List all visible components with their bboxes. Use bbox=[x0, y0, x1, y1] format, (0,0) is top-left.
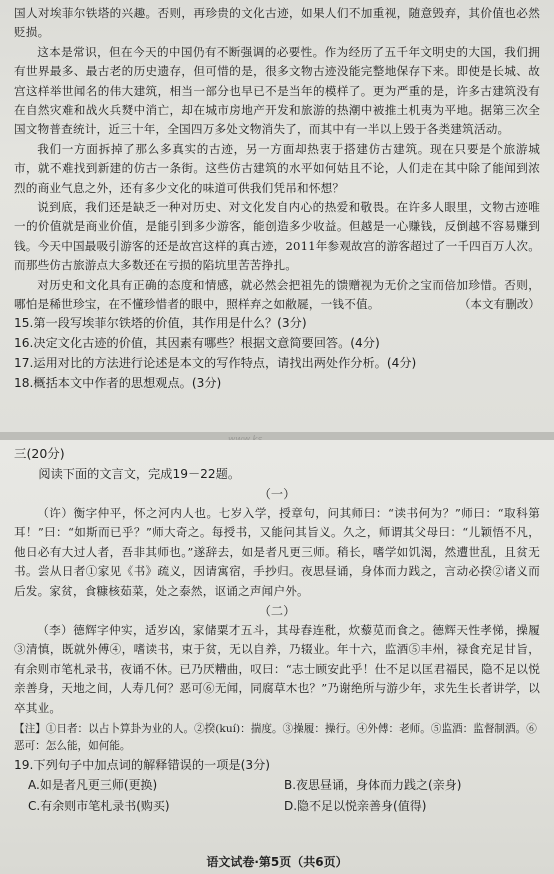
option-a: A.如是者凡更三师(更换) bbox=[28, 778, 158, 793]
page-divider bbox=[0, 432, 554, 440]
essay-paragraph-2: 这本是常识，但在今天的中国仍有不断强调的必要性。作为经历了五千年文明史的大国，我们拥有世界最多、最古老的历史遗存，但可惜的是，很多文物古迹没能完整地保存下来。即使是长城、故宫这样举世闻名的伟大建筑，相当一部分也早已不是当年的模样了。更为严重的是，许多古建筑没有在自然灾难和战火兵燹中消亡，却在城市房地产开发和旅游的热潮中被推土机夷为平地。据第三次全国文物普查统计，近三十年，全国四万多处文物消失了，而其中有一半以上毁于各类建筑活动。 bbox=[14, 44, 540, 137]
question-16: 16.决定文化古迹的价值，其因素有哪些？根据文意简要回答。(4分) bbox=[14, 335, 380, 350]
page-footer: 语文试卷·第5页（共6页） bbox=[206, 855, 348, 869]
section-title: 三(20分) bbox=[14, 446, 65, 461]
question-15: 15.第一段写埃菲尔铁塔的价值，其作用是什么？(3分) bbox=[14, 315, 307, 330]
essay-paragraph-3: 我们一方面拆掉了那么多真实的古迹，另一方面却热衷于搭建仿古建筑。现在只要是个旅游城市，就不难找到新建的仿古一条街。这些仿古建筑的水平如何姑且不论，人们走在其中除了能闻到浓烈的商业气息之外，还有多少文化的味道可供我们凭吊和怀想？ bbox=[14, 141, 540, 195]
classical-passage-two: （李）德辉字仲实，适岁凶，家储粟才五斗，其母舂连秕，炊藜苋而食之。德辉天性孝悌，操履③清慎，既就外傅④，嗜读书，束于贫，无以自养，乃辍业。年十六，监酒⑤丰州，禄食充足甘旨，有余则市笔札录书，夜诵不休。已乃厌糟曲，叹曰：“志士顾安此乎！仕不足以匡君福民，隐不足以悦亲善身，天地之间，人寿几何？恶可⑥无闻，同腐草木也？”乃谢绝所与游少年，求先生长者讲学，以卒其业。 bbox=[14, 623, 540, 715]
upper-exam-page bbox=[0, 0, 554, 432]
option-c: C.有余则市笔札录书(购买) bbox=[28, 799, 170, 814]
part-one-heading: （一） bbox=[258, 487, 296, 501]
classical-passage-one: （许）衡字仲平，怀之河内人也。七岁入学，授章句，问其师曰：“读书何为？”师曰：“取科第耳！”曰：“如斯而已乎？”师大奇之。每授书，又能问其旨义。久之，师谓其父母曰：“儿颖悟不凡，他日必有大过人者，吾非其师也。”遂辞去，如是者凡更三师。稍长，嗜学如饥渴，然遭世乱，且贫无书。尝从日者①家见《书》疏义，因请寓宿，手抄归。夜思昼诵，身体而力践之，言动必揆②诸义而后发。家贫，食糠核茹菜，处之泰然，讴诵之声闻户外。 bbox=[14, 506, 540, 598]
question-17: 17.运用对比的方法进行论述是本文的写作特点，请找出两处作分析。(4分) bbox=[14, 355, 417, 370]
essay-paragraph-5: 对历史和文化具有正确的态度和情感，就必然会把祖先的馈赠视为无价之宝而倍加珍惜。否则，哪怕是稀世珍宝，在不懂珍惜者的眼中，照样弃之如敝屣，一钱不值。 bbox=[14, 277, 540, 312]
option-d: D.隐不足以悦亲善身(值得) bbox=[284, 799, 427, 814]
lower-exam-page bbox=[0, 440, 554, 874]
section-instruction: 阅读下面的文言文，完成19－22题。 bbox=[38, 467, 241, 481]
answer-options bbox=[14, 775, 540, 817]
annotation-notes: 【注】①日者：以占卜算卦为业的人。②揆(kuí)：揣度。③操履：操行。④外傅：老师。⑤监酒：监督制酒。⑥恶可：怎么能，如何能。 bbox=[14, 723, 537, 753]
question-19: 19.下列句子中加点词的解释错误的一项是(3分) bbox=[14, 758, 271, 773]
essay-paragraph-4: 说到底，我们还是缺乏一种对历史、对文化发自内心的热爱和敬畏。在许多人眼里，文物古迹唯一的价值就是商业价值，是能引到多少游客，能创造多少收益。但越是一心赚钱，反倒越不容易赚到钱。今天中国最吸引游客的还是故宫这样的真古迹，2011年参观故宫的游客超过了一千四百万人次。而那些仿古旅游点大多数还在亏损的陷坑里苦苦挣扎。 bbox=[14, 200, 540, 273]
source-note: （本文有删改） bbox=[458, 296, 540, 311]
option-b: B.夜思昼诵，身体而力践之(亲身) bbox=[284, 778, 462, 793]
question-18: 18.概括本文中作者的思想观点。(3分) bbox=[14, 375, 222, 390]
part-two-heading: （二） bbox=[258, 604, 296, 619]
essay-paragraph-1: 国人对埃菲尔铁塔的兴趣。否则，再珍贵的文化古迹，如果人们不加重视，随意毁弃，其价值也必然贬损。 bbox=[14, 6, 540, 40]
